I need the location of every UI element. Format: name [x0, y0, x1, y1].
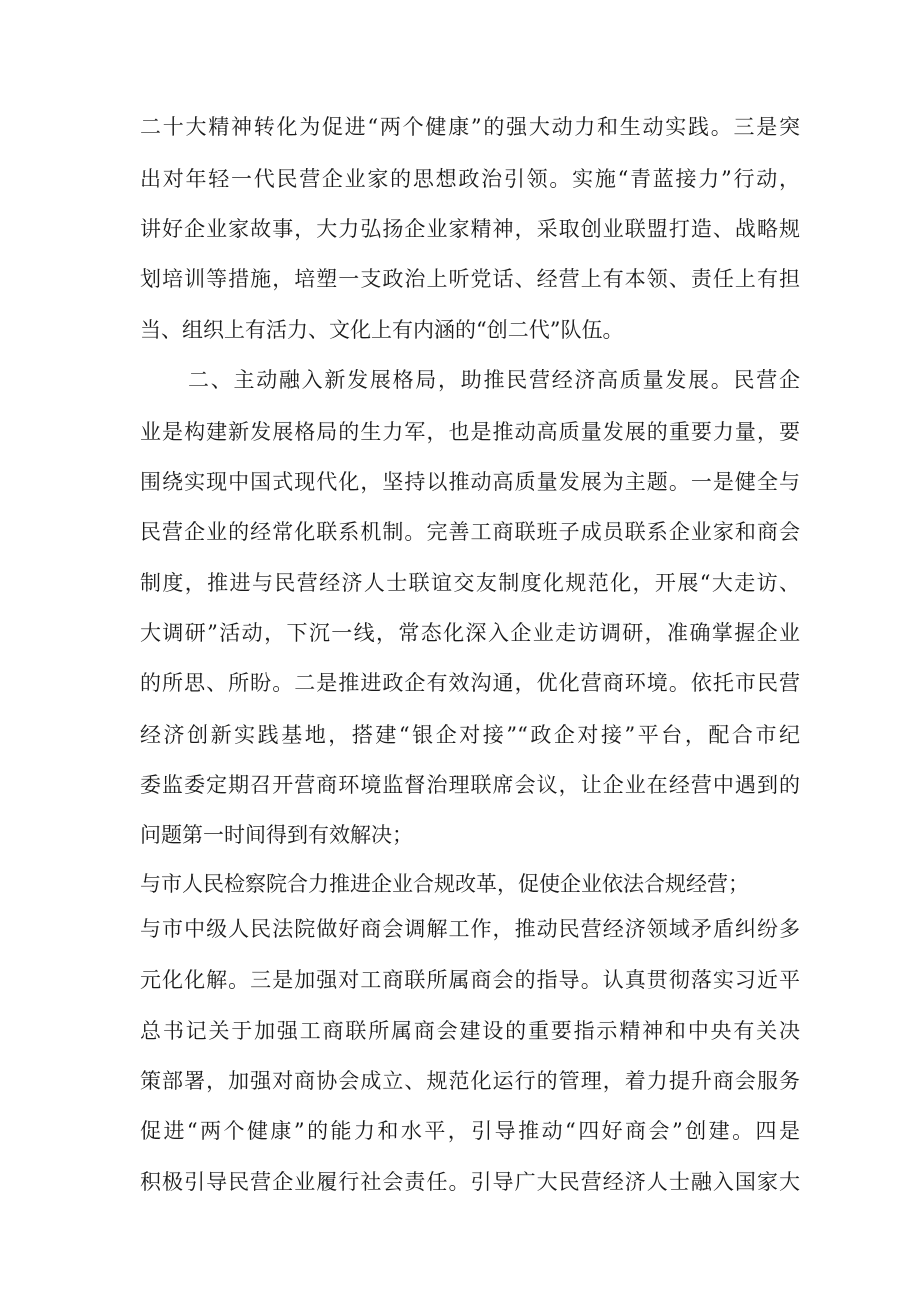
text-line: 民营企业的经常化联系机制。完善工商联班子成员联系企业家和商会 [140, 520, 800, 544]
text-line: 促进“两个健康”的能力和水平，引导推动“四好商会”创建。四是 [140, 1119, 800, 1143]
text-line: 二十大精神转化为促进“两个健康”的强大动力和生动实践。三是突 [140, 115, 800, 139]
text-line: 策部署，加强对商协会成立、规范化运行的管理，着力提升商会服务 [140, 1069, 800, 1093]
text-line: 积极引导民营企业履行社会责任。引导广大民营经济人士融入国家大 [140, 1170, 800, 1194]
text-line: 制度，推进与民营经济人士联谊交友制度化规范化，开展“大走访、 [140, 571, 800, 595]
text-line: 与市人民检察院合力推进企业合规改革，促使企业依法合规经营； [140, 872, 749, 896]
text-line: 经济创新实践基地，搭建“银企对接”“政企对接”平台，配合市纪 [140, 723, 800, 747]
text-line: 围绕实现中国式现代化，坚持以推动高质量发展为主题。一是健全与 [140, 470, 800, 494]
text-line: 业是构建新发展格局的生力军，也是推动高质量发展的重要力量，要 [140, 420, 800, 444]
text-line: 问题第一时间得到有效解决； [140, 823, 413, 847]
text-line: 的所思、所盼。二是推进政企有效沟通，优化营商环境。依托市民营 [140, 671, 800, 695]
text-line: 与市中级人民法院做好商会调解工作，推动民营经济领域矛盾纠纷多 [140, 917, 800, 941]
text-line: 二、主动融入新发展格局，助推民营经济高质量发展。民营企 [188, 368, 800, 392]
text-line: 当、组织上有活力、文化上有内涵的“创二代”队伍。 [140, 318, 624, 342]
text-line: 划培训等措施，培塑一支政治上听党话、经营上有本领、责任上有担 [140, 267, 800, 291]
text-line: 大调研”活动，下沉一线，常态化深入企业走访调研，准确掌握企业 [140, 621, 800, 645]
text-line: 讲好企业家故事，大力弘扬企业家精神，采取创业联盟打造、战略规 [140, 217, 800, 241]
text-line: 总书记关于加强工商联所属商会建设的重要指示精神和中央有关决 [140, 1019, 800, 1043]
text-line: 出对年轻一代民营企业家的思想政治引领。实施“青蓝接力”行动， [140, 167, 800, 191]
text-line: 元化化解。三是加强对工商联所属商会的指导。认真贯彻落实习近平 [140, 968, 800, 992]
text-line: 委监委定期召开营商环境监督治理联席会议，让企业在经营中遇到的 [140, 773, 800, 797]
